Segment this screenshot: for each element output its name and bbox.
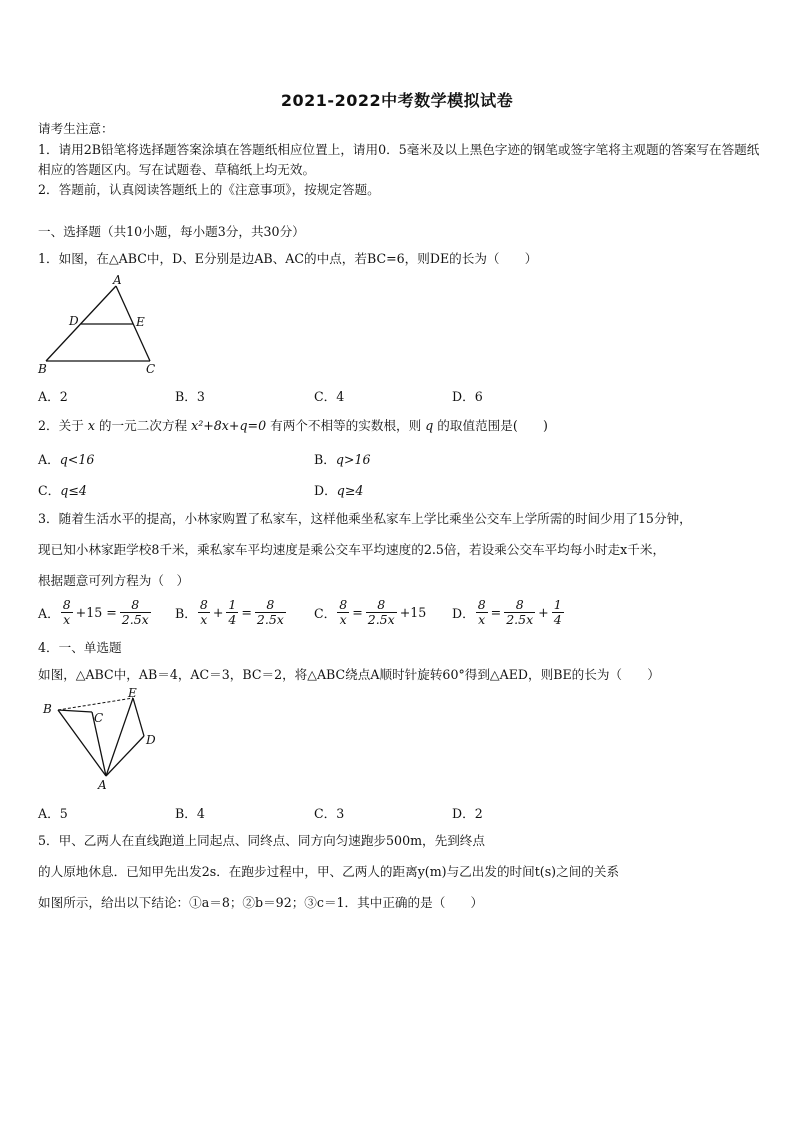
q2-option-c[interactable]: C．q≤4 <box>38 483 87 498</box>
question-4-heading: 4．一、单选题 <box>38 640 122 655</box>
q4-option-a[interactable]: A．5 <box>38 806 68 821</box>
q2-option-d[interactable]: D．q≥4 <box>314 483 364 498</box>
section-heading: 一、选择题（共10小题，每小题3分，共30分） <box>38 224 305 239</box>
q3-option-c[interactable]: C． $\frac{8}{x}$ = $\frac{8}{2.5x}$ +15 <box>314 597 427 627</box>
segment-bc <box>58 710 92 712</box>
segment-be-dashed <box>58 698 133 710</box>
label-d: D <box>146 733 156 747</box>
q2-option-a[interactable]: A．q<16 <box>38 452 95 467</box>
q1-option-d[interactable]: D．6 <box>452 389 483 404</box>
label-b: B <box>43 702 52 716</box>
page-title: 2021-2022中考数学模拟试卷 <box>280 91 514 110</box>
label-c: C <box>146 362 156 376</box>
q1-option-c[interactable]: C．4 <box>314 389 345 404</box>
label-b: B <box>38 362 47 376</box>
notice-heading: 请考生注意： <box>38 121 114 136</box>
segment-da <box>106 736 144 776</box>
question-5-line-1: 5．甲、乙两人在直线跑道上同起点、同终点、同方向匀速跑步500m，先到终点 <box>38 833 485 848</box>
segment-ea <box>106 698 133 776</box>
question-3-line-1: 3．随着生活水平的提高，小林家购置了私家车，这样他乘坐私家车上学比乘坐公交车上学所需的时间少用了15分钟， <box>38 511 692 526</box>
rotation-figure <box>36 686 164 792</box>
segment-ed <box>133 698 144 736</box>
question-2-stem: 2．关于 x 的一元二次方程 x²+8x+q=0 有两个不相等的实数根，则 q 的取值范围是( ) <box>38 418 548 433</box>
q3-option-a[interactable]: A． $\frac{8}{x}$ +15 = $\frac{8}{2.5x}$ <box>38 597 149 627</box>
q4-option-b[interactable]: B．4 <box>175 806 205 821</box>
q3-option-d[interactable]: D． $\frac{8}{x}$ = $\frac{8}{2.5x}$ + $\frac{1}{4}$ <box>452 597 562 627</box>
question-3-line-3: 根据题意可列方程为（ ） <box>38 573 190 588</box>
question-4-stem: 如图，△ABC中，AB＝4，AC＝3，BC＝2，将△ABC绕点A顺时针旋转60°得到△AED，则BE的长为（ ） <box>38 667 660 682</box>
q3-option-b[interactable]: B． $\frac{8}{x}$ + $\frac{1}{4}$ = $\frac{8}{2.5x}$ <box>175 597 284 627</box>
q1-option-a[interactable]: A．2 <box>38 389 68 404</box>
label-d: D <box>69 314 79 328</box>
notice-item-2: 2．答题前，认真阅读答题纸上的《注意事项》，按规定答题。 <box>38 182 380 197</box>
label-e: E <box>128 686 137 700</box>
q4-option-c[interactable]: C．3 <box>314 806 345 821</box>
q4-option-d[interactable]: D．2 <box>452 806 483 821</box>
question-5-line-2: 的人原地休息．已知甲先出发2s．在跑步过程中，甲、乙两人的距离y(m)与乙出发的时间t(s)之间的关系 <box>38 864 620 879</box>
question-5-line-3: 如图所示，给出以下结论：①a＝8；②b＝92；③c＝1．其中正确的是（ ） <box>38 895 484 910</box>
question-3-line-2: 现已知小林家距学校8千米，乘私家车平均速度是乘公交车平均速度的2.5倍，若设乘公交车平均每小时走x千米， <box>38 542 666 557</box>
label-e: E <box>136 315 145 329</box>
question-1-stem: 1．如图，在△ABC中，D、E分别是边AB、AC的中点，若BC=6，则DE的长为（ ） <box>38 251 538 266</box>
q1-option-b[interactable]: B．3 <box>175 389 205 404</box>
notice-item-1: 1．请用2B铅笔将选择题答案涂填在答题纸相应位置上，请用0．5毫米及以上黑色字迹的钢笔或签字笔将主观题的答案写在答题纸相应的答题区内。写在试题卷、草稿纸上均无效。 <box>38 142 760 177</box>
label-c: C <box>94 711 104 725</box>
q2-option-b[interactable]: B．q>16 <box>314 452 371 467</box>
label-a: A <box>113 273 122 287</box>
triangle-abc-figure <box>36 272 160 376</box>
label-a: A <box>98 778 107 792</box>
